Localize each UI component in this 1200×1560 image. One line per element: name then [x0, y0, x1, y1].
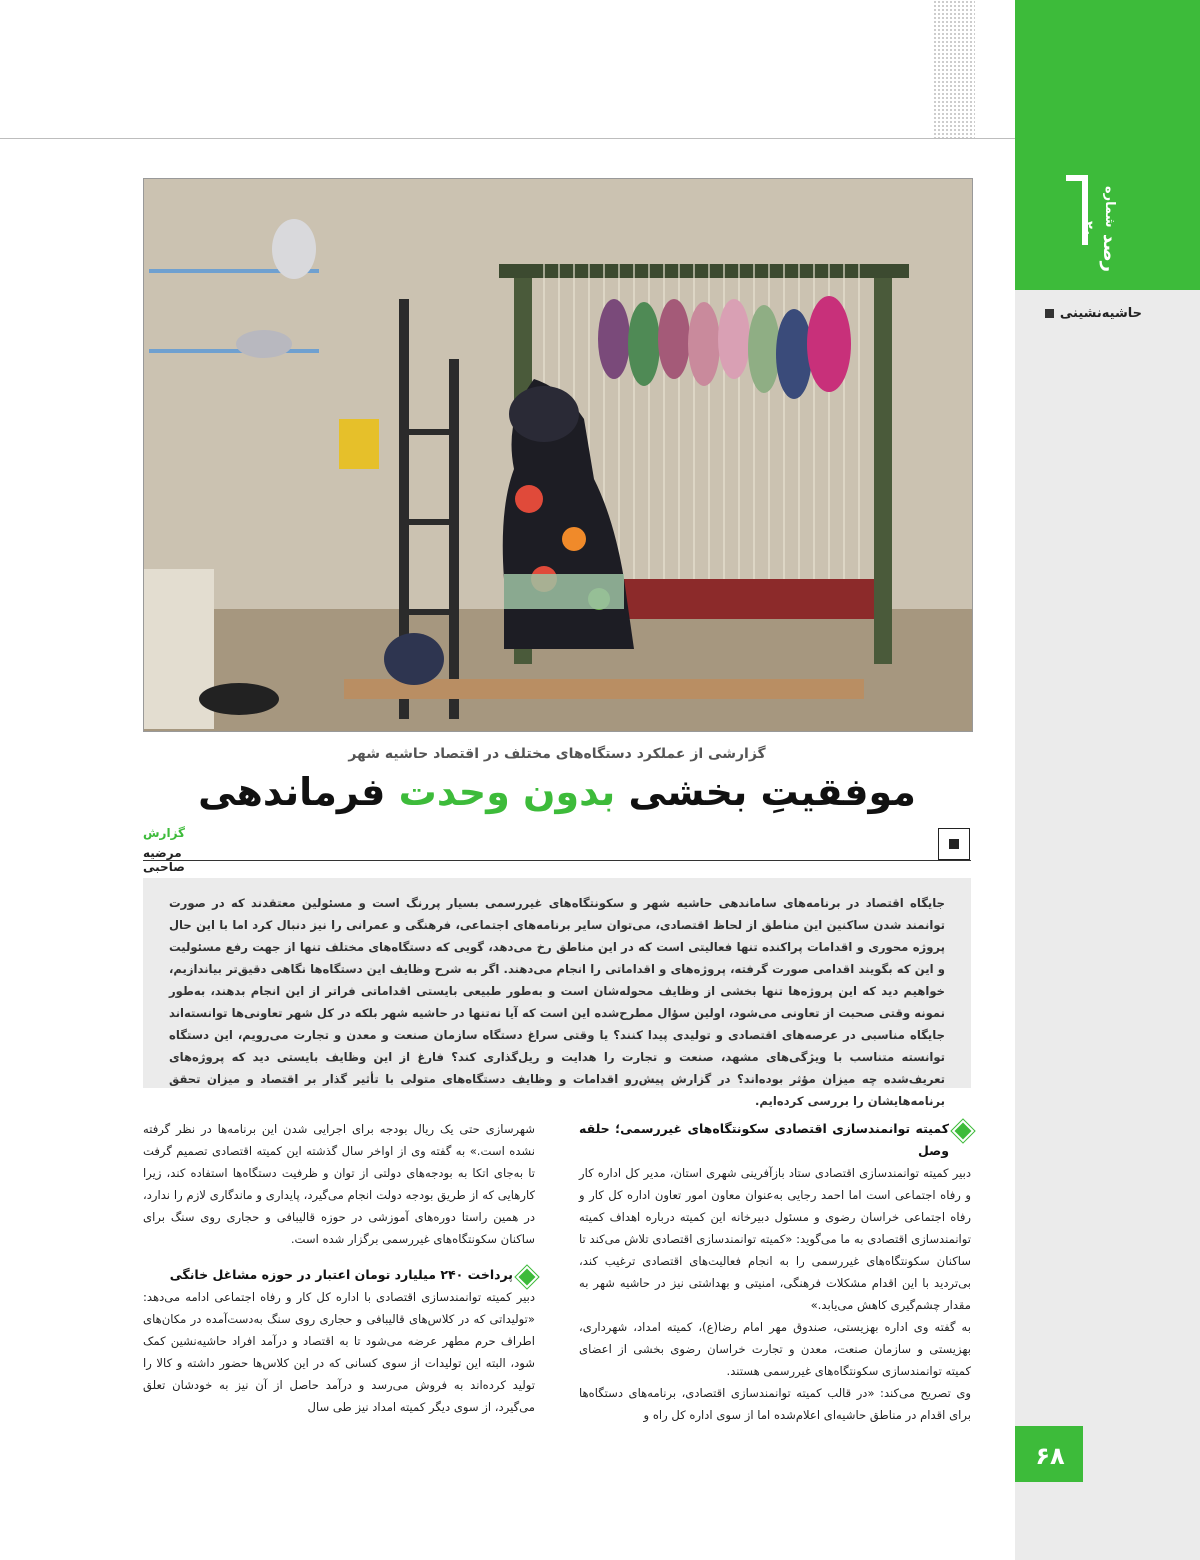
headline-green-part: بدون وحدت — [398, 770, 616, 814]
subhead-1 — [579, 1118, 971, 1162]
subhead-2-text: پرداخت ۲۴۰ میلیارد تومان اعتبار در حوزه مشاغل خانگی — [169, 1267, 513, 1282]
dot-pattern-decoration — [933, 0, 975, 138]
brand-name: رصد — [1099, 233, 1120, 272]
square-bullet-icon — [1045, 309, 1054, 318]
byline-divider — [143, 860, 971, 861]
issue-label: شماره ۲۰ — [1080, 186, 1117, 237]
headline-part2: فرماندهی — [198, 770, 399, 814]
weaving-photo-illustration — [144, 179, 972, 731]
article-supertitle: گزارشی از عملکرد دستگاه‌های مختلف در اقتصاد حاشیه شهر — [348, 746, 766, 762]
brand-text — [1050, 184, 1120, 274]
article-lead: جایگاه اقتصاد در برنامه‌های ساماندهی حاشیه شهر و سکونتگاه‌های غیررسمی بسیار پررنگ است و مسئولین معتقدند که در صورت توانمند شدن ساکنین این مناطق از لحاظ اقتصادی، می‌توان سایر برنامه‌های اجتماعی، فرهنگی و عمرانی را نیز دنبال کرد اما با این حال پروژه محوری و اقدامات پراکنده تنها فعالیتی است که در این مناطق رخ می‌دهد، گویی که دستگاه‌های مختلف تنها از جهت رفع مسئولیت و این که بگویند اقدامی صورت گرفته، پروژه‌های و اقداماتی را انجام می‌دهند. اگر به شرح وظایف این دستگاه‌ها نگاهی دقیق‌تر بیاندازیم، خواهیم دید که این پروژه‌ها تنها بخشی از وظایف محوله‌شان است و به‌طور طبیعی بایستی اقداماتی فراتر از این انجام بدهند، به‌طور نمونه وقتی صحبت از تعاونی می‌شود، اولین سؤال مطرح‌شده این است که آیا نه‌تنها در حاشیه شهر بلکه در کل شهر تعاونی‌ها توانسته‌اند جایگاه مناسبی در عرصه‌های اقتصادی و تولیدی پیدا کنند؟ یا وقتی سراغ دستگاه سازمان صنعت و معدن و تجارت می‌رویم، این دستگاه توانسته متناسب با ویژگی‌های مشهد، صنعت و تجارت را هدایت و ریل‌گذاری کند؟ فارغ از این وظایف بایستی دید که پروژه‌های تعریف‌شده چه میزان مؤثر بوده‌اند؟ در گزارش پیش‌رو اقدامات و وظایف دستگاه‌های متولی با تأثیر گذار بر اقتصاد و میزان تحقق برنامه‌هایشان را بررسی کرده‌ایم. — [143, 878, 971, 1088]
page-number: ۶۸ — [1035, 1442, 1065, 1470]
top-rule — [0, 138, 1015, 139]
diamond-bullet-icon — [516, 1266, 539, 1289]
right-side-strip — [1015, 138, 1200, 1560]
green-corner-block — [1015, 0, 1200, 138]
paragraph: دبیر کمیته توانمندسازی اقتصادی با اداره کل کار و رفاه اجتماعی ادامه می‌دهد: «تولیداتی که در کلاس‌های قالیبافی و حجاری روی سنگ به‌دست‌آمده در مکان‌های اطراف حرم مطهر عرضه می‌شود تا به اقتصاد و درآمد افراد حاشیه‌نشین کمک شود، البته این تولیدات از سوی کسانی که در این کلاس‌ها حضور داشته و کالا را تولید کرده‌اند به فروش می‌رسد و درآمد حاصل از آن نیز به خودشان تعلق می‌گیرد، از سوی دیگر کمیته امداد نیز طی سال — [143, 1290, 535, 1414]
paragraph: شهرسازی حتی یک ریال بودجه برای اجرایی شدن این برنامه‌ها در نظر گرفته نشده است.» به گفته وی از اواخر سال گذشته این کمیته اقتصادی تصمیم گرفت تا به‌جای اتکا به بودجه‌های دولتی از توان و ظرفیت دستگاه‌ها استفاده کند، زیرا کارهایی که از طریق بودجه دولت انجام می‌گیرد، پایداری و ماندگاری لازم را ندارد، در همین راستا دوره‌های آموزشی در حوزه قالیبافی و حجاری روی سنگ برای ساکنان سکونتگاه‌های غیررسمی برگزار شده است. — [143, 1122, 535, 1246]
article-column-left — [143, 1118, 535, 1418]
paragraph: دبیر کمیته توانمندسازی اقتصادی ستاد بازآفرینی شهری استان، مدیر کل اداره کار و رفاه اجتماعی است اما احمد رجایی به‌عنوان معاون امور تعاون اداره کل کار و رفاه اجتماعی خراسان رضوی و مسئول دبیرخانه این کمیته درباره اهداف کمیته توانمندسازی اقتصادی به ما می‌گوید: «کمیته توانمندسازی اقتصادی تلاش می‌کند تا ساکنان سکونتگاه‌های غیررسمی را به انجام فعالیت‌های اقتصادی ترغیب کند، بی‌تردید با این اقدام مشکلات فرهنگی، امنیتی و بهداشتی نیز در حاشیه شهر به مقدار چشم‌گیری کاهش می‌یابد.» — [579, 1166, 971, 1312]
paragraph: وی تصریح می‌کند: «در قالب کمیته توانمندسازی اقتصادی، برنامه‌های دستگاه‌ها برای اقدام در مناطق حاشیه‌ای اعلام‌شده اما از سوی اداره کل راه و — [579, 1386, 971, 1422]
article-tag: گزارش — [143, 826, 186, 840]
paragraph: به گفته وی اداره بهزیستی، صندوق مهر امام رضا(ع)، کمیته امداد، شهرداری، بهزیستی و سازمان صنعت، معدن و تجارت خراسان رضوی بخشی از اعضای کمیته توانمندسازی سکونتگاه‌های غیررسمی هستند. — [579, 1320, 971, 1378]
section-label-text: حاشیه‌نشینی — [1059, 306, 1142, 321]
article-column-right — [579, 1118, 971, 1426]
diamond-bullet-icon — [952, 1120, 975, 1143]
byline-square-icon — [938, 828, 970, 860]
article-headline — [143, 770, 971, 814]
article-photo — [143, 178, 973, 732]
headline-part1: موفقیتِ بخشی — [615, 770, 916, 814]
subhead-2 — [143, 1264, 535, 1286]
section-label — [1045, 306, 1142, 321]
subhead-1-text: کمیته توانمندسازی اقتصادی سکونتگاه‌های غیررسمی؛ حلقه وصل — [579, 1121, 949, 1158]
article-author: مرضیه صاحبی — [143, 846, 185, 874]
